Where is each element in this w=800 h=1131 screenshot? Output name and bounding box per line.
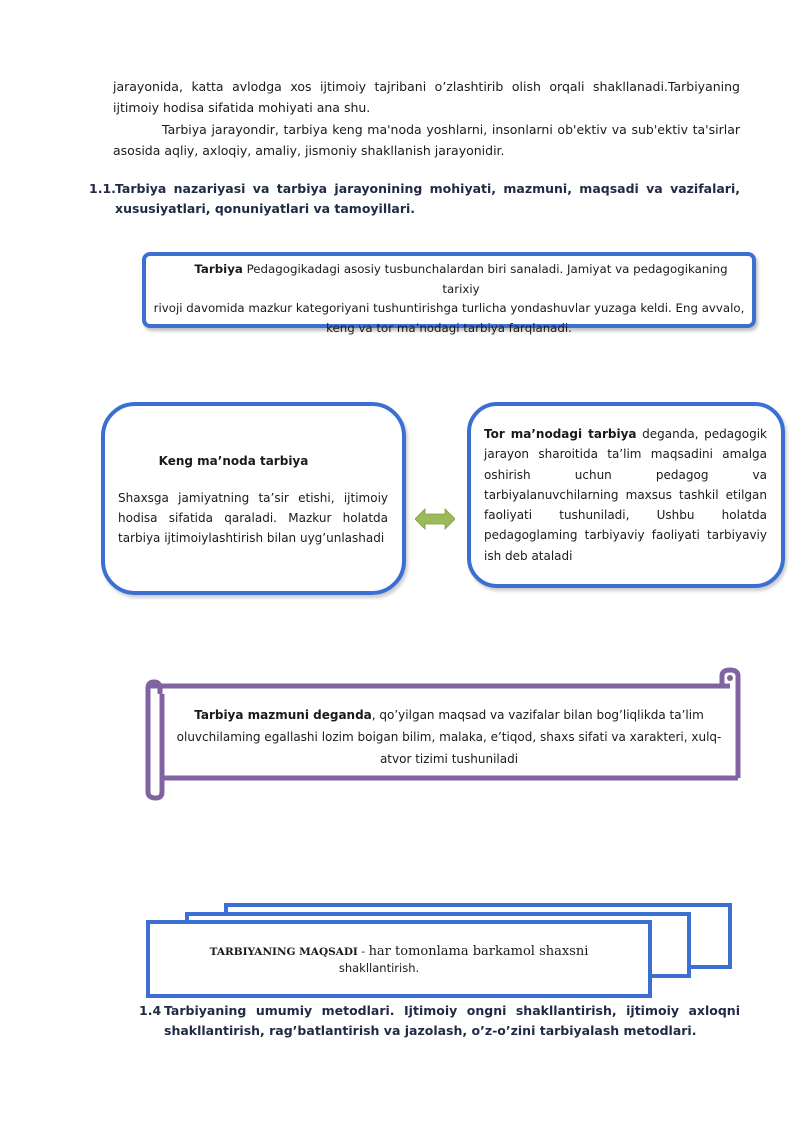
goal-text-1: har tomonlama barkamol shaxsni [368,944,589,959]
narrow-meaning-term: Tor ma’nodagi tarbiya [484,427,637,441]
broad-meaning-box [101,402,406,595]
section-number: 1.1. [89,181,116,196]
content-line-3: atvor tizimi tushuniladi [379,752,519,766]
definition-line-2: rivoji davomida mazkur kategoriyani tushuntirishga turlicha yondashuvlar yuzaga keldi. Eng avvalo, [153,301,745,315]
intro-paragraph-1: jarayonida, katta avlodga xos ijtimoiy tajribani o’zlashtirib olish orqali shakllanadi.Tarbiyaning ijtimoiy hodisa sifatida mohiyati ana shu. [113,79,740,115]
content-scroll-text [168,704,730,770]
definition-line-3: keng va tor ma’nodagi tarbiya farqlanadi. [326,320,572,335]
content-line-1: Tarbiya mazmuni deganda, qo’yilgan maqsad va vazifalar bilan bog’liqlikda ta’lim [194,708,704,722]
section-title: Tarbiyaning umumiy metodlari. Ijtimoiy ongni shakllantirish, ijtimoiy axloqni shakllantirish, rag’batlantirish va jazolash, o’z-o’zini tarbiyalash metodlari. [164,1003,740,1038]
content-line-2: oluvchilaming egallashi lozim boigan bilim, malaka, e’tiqod, shaxs sifati va xarakteri, xulq- [176,730,722,744]
goal-front-box [146,920,652,998]
broad-meaning-text: Shaxsga jamiyatning ta’sir etishi, ijtimoiy hodisa sifatida qaraladi. Mazkur holatda tarbiya ijtimoiylashtirish bilan uyg’unlashadi [118,491,388,545]
section-heading-1-4 [139,1001,740,1041]
section-number: 1.4 [139,1003,162,1018]
broad-meaning-title: Keng ma’noda tarbiya [158,454,309,468]
intro-paragraph-2: Tarbiya jarayondir, tarbiya keng ma'noda yoshlarni, insonlarni ob'ektiv va sub'ektiv ta'sirlar asosida aqliy, axloqiy, amaliy, jismoniy shakllanish jarayonidir. [113,122,740,158]
tarbiya-definition-box [142,252,756,335]
double-arrow-icon [415,506,455,532]
definition-line-1: Tarbiya Pedagogikadagi asosiy tusbunchalardan biri sanaladi. Jamiyat va pedagogikaning tarixiy [194,262,728,296]
narrow-meaning-text: Tor ma’nodagi tarbiya deganda, pedagogik jarayon sharoitida ta’lim maqsadini amalga oshirish uchun pedagog va tarbiyalanuvchilarning maxsus tashkil etilgan faoliyati tushuniladi, Ushbu holatda pedagoglaming tarbiyaviy faoliyati tarbiyaviy ish deb ataladi [484,427,767,563]
section-heading-1-1 [89,179,740,219]
definition-term: Tarbiya [194,262,243,276]
narrow-meaning-box [467,402,785,588]
goal-title: TARBIYANING MAQSADI [209,946,358,958]
section-title: Tarbiya nazariyasi va tarbiya jarayonining mohiyati, mazmuni, maqsadi va vazifalari, xususiyatlari, qonuniyatlari va tamoyillari. [115,181,740,216]
content-term: Tarbiya mazmuni deganda [194,708,372,722]
goal-text: TARBIYANING MAQSADI - har tomonlama barkamol shaxsni shakllantirish. [150,944,648,976]
goal-text-2: shakllantirish. [338,961,420,975]
